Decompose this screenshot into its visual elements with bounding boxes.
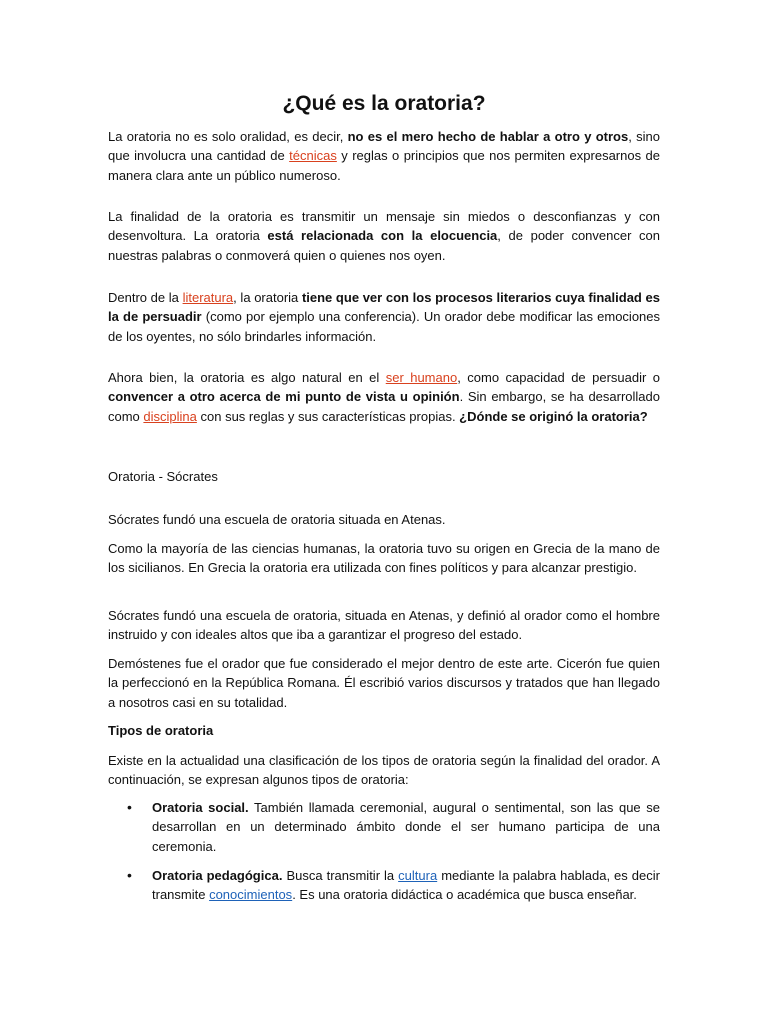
text: (como por ejemplo una conferencia). Un orador debe modificar las emociones de los oyentes, no sólo brindarles información.: [108, 309, 661, 344]
bold-text: convencer a otro acerca de mi punto de vista u opinión: [108, 389, 460, 405]
text: La oratoria no es solo oralidad, es decir,: [108, 129, 348, 144]
bold-text: no es el mero hecho de hablar a otro y otros: [347, 129, 629, 144]
image-caption: Oratoria - Sócrates: [108, 469, 218, 484]
heading-text: Tipos de oratoria: [108, 723, 214, 738]
paragraph-socrates-short: Sócrates fundó una escuela de oratoria situada en Atenas.: [108, 512, 446, 527]
list-item-pedagogica: [152, 866, 660, 905]
text: Dentro de la: [108, 290, 183, 305]
text: La finalidad de la oratoria es transmitir un mensaje sin miedos o desconfianzas y con desenvoltura. La oratoria: [108, 209, 660, 244]
text: con sus reglas y sus características propias.: [196, 408, 460, 424]
bold-text: Oratoria social.: [152, 800, 249, 815]
page-title: ¿Qué es la oratoria?: [282, 92, 486, 115]
bullet-icon: •: [127, 799, 132, 815]
text: Busca transmitir la: [282, 868, 399, 883]
paragraph-literatura: [108, 288, 660, 346]
paragraph-origen: Como la mayoría de las ciencias humanas, la oratoria tuvo su origen en Grecia de la mano de los sicilianos. En Grecia la oratoria era utilizada con fines políticos y para alcanzar prestigio.: [108, 541, 660, 576]
bullet-icon: •: [127, 867, 132, 883]
link-ser-humano[interactable]: ser humano: [385, 370, 458, 385]
link-tecnicas[interactable]: técnicas: [289, 148, 337, 164]
bold-question: ¿Dónde se originó la oratoria?: [459, 408, 648, 424]
bold-text: Oratoria pedagógica.: [152, 868, 283, 883]
link-conocimientos[interactable]: conocimientos: [209, 887, 293, 903]
text: , sino que involucra una cantidad de: [108, 129, 660, 164]
text: También llamada ceremonial, augural o sentimental, son las que se desarrollan en un determinado ámbito donde el ser humano participa de una ceremonia.: [152, 800, 660, 854]
text: , de poder convencer con nuestras palabras o conmoverá quien o quienes nos oyen.: [108, 228, 660, 263]
list-item-social: [152, 798, 660, 856]
link-literatura[interactable]: literatura: [182, 290, 234, 305]
paragraph-demostenes: Demóstenes fue el orador que fue considerado el mejor dentro de este arte. Cicerón fue quien la perfeccionó en la República Romana. Él escribió varios discursos y tratados que han llegado a nosotros casi en su totalidad.: [108, 656, 660, 710]
text: Ahora bien, la oratoria es algo natural en el: [108, 370, 386, 385]
paragraph-intro: [108, 127, 660, 185]
paragraph-socrates: Sócrates fundó una escuela de oratoria, situada en Atenas, y definió al orador como el hombre instruido y con ideales altos que iba a garantizar el progreso del estado.: [108, 608, 660, 643]
text: mediante la palabra hablada, es decir transmite: [152, 868, 660, 903]
paragraph-finalidad: [108, 207, 660, 265]
paragraph-clasificacion: Existe en la actualidad una clasificación de los tipos de oratoria según la finalidad del orador. A continuación, se expresan algunos tipos de oratoria:: [108, 753, 660, 788]
text: . Sin embargo, se ha desarrollado como: [108, 389, 660, 424]
text: . Es una oratoria didáctica o académica que busca enseñar.: [292, 887, 637, 903]
paragraph-ser-humano: [108, 368, 660, 426]
text: , como capacidad de persuadir o: [457, 370, 660, 385]
link-cultura[interactable]: cultura: [398, 868, 438, 883]
link-disciplina[interactable]: disciplina: [143, 408, 197, 424]
section-heading: [108, 721, 660, 740]
text: y reglas o principios que nos permiten expresarnos de manera clara ante un público numeroso.: [108, 148, 660, 183]
text: , la oratoria: [233, 290, 302, 305]
bold-text: está relacionada con la elocuencia: [267, 228, 498, 244]
bold-text: tiene que ver con los procesos literarios cuya finalidad es la de persuadir: [108, 290, 660, 325]
